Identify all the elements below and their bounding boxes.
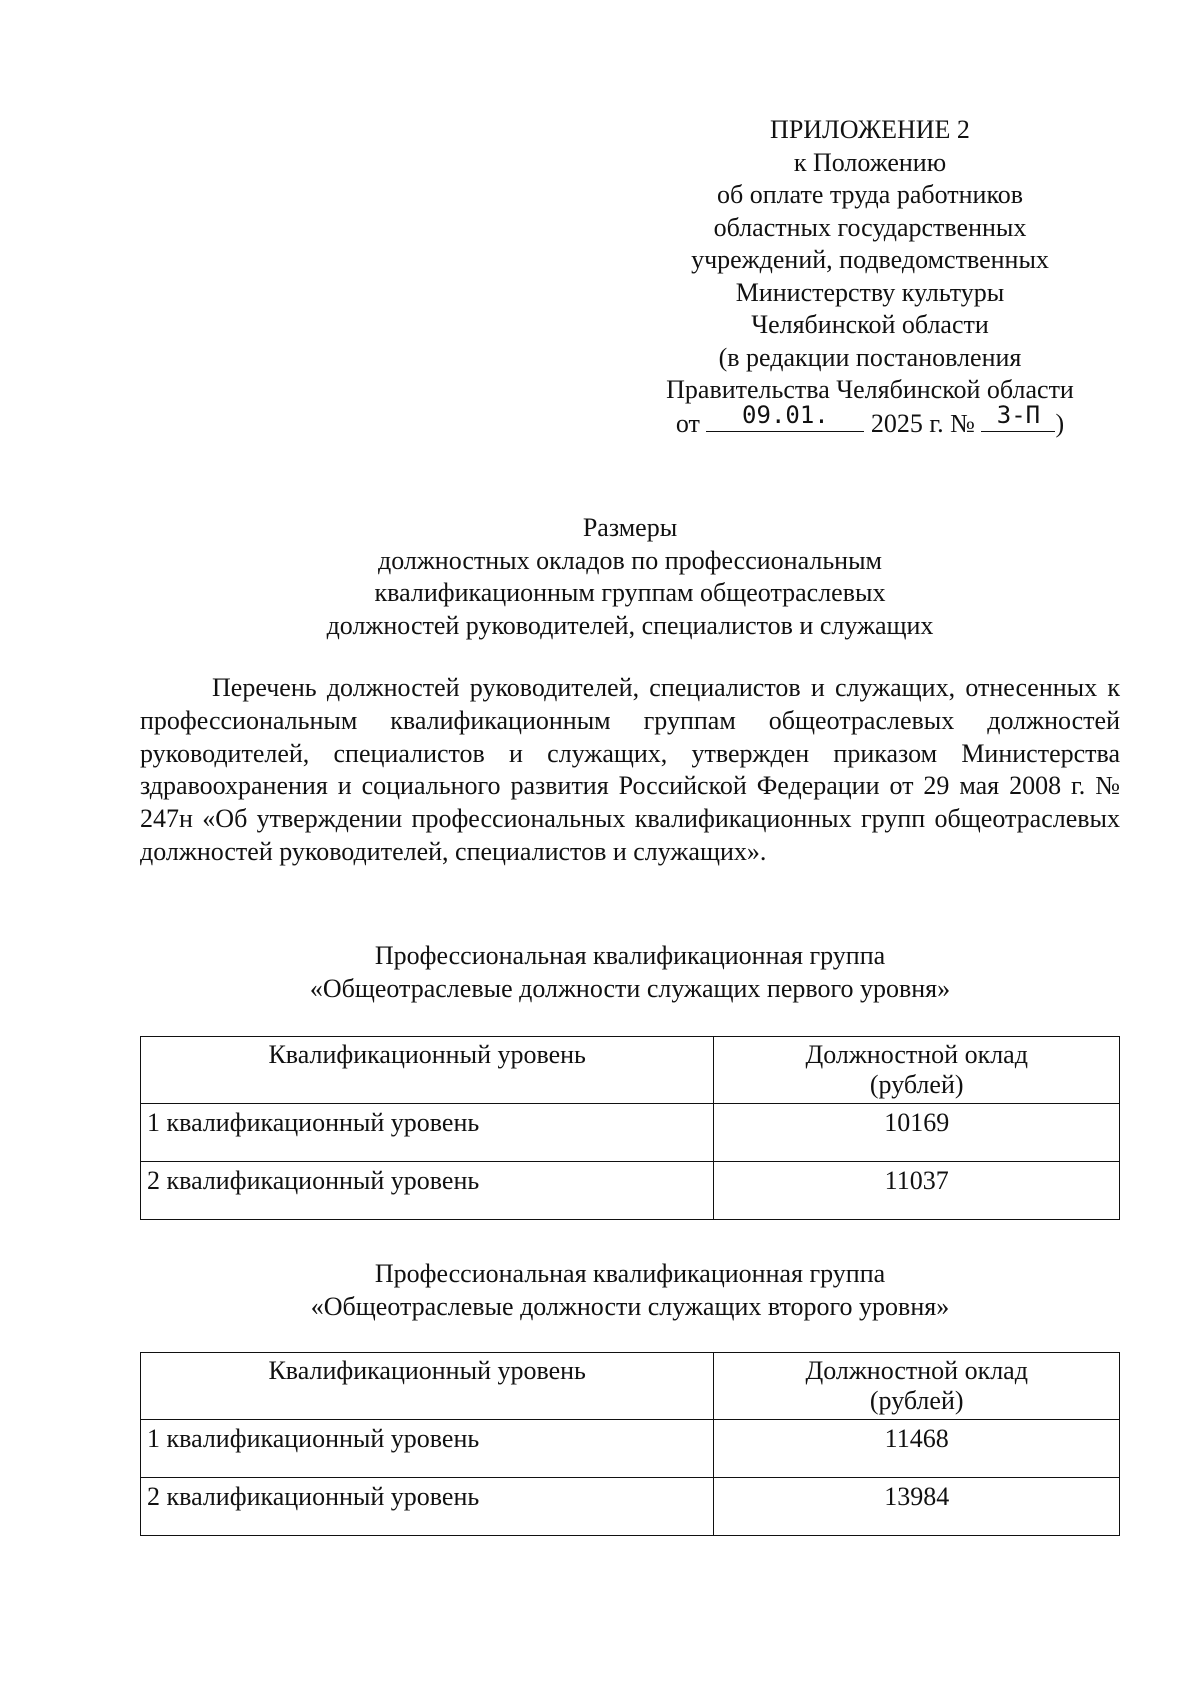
- level-cell: 1 квалификационный уровень: [141, 1420, 714, 1478]
- level-cell: 2 квалификационный уровень: [141, 1162, 714, 1220]
- header-level-label: Квалификационный уровень: [268, 1356, 586, 1385]
- body-paragraph: Перечень должностей руководителей, специалистов и служащих, отнесенных к профессиональным квалификационным группам общеотраслевых должностей руководителей, специалистов и служащих, утвержден приказом Министерства здравоохранения и социального развития Российской Федерации от 29 мая 2008 г. № 247н «Об утверждении профессиональных квалификационных групп общеотраслевых должностей руководителей, специалистов и служащих».: [140, 673, 1120, 866]
- level-cell: 1 квалификационный уровень: [141, 1104, 714, 1162]
- appendix-line: об оплате труда работников: [716, 180, 1024, 209]
- group-title-line: Профессиональная квалификационная группа: [374, 941, 886, 970]
- resolution-date-line: [640, 400, 1100, 441]
- appendix-line: Министерству культуры: [735, 277, 1005, 307]
- table-header-row: [141, 1353, 1120, 1420]
- header-salary: [714, 1037, 1120, 1104]
- group-title-line: «Общеотраслевые должности служащих первого уровня»: [309, 973, 951, 1003]
- appendix-line: Правительства Челябинской области: [666, 375, 1074, 404]
- salary-cell: 11037: [714, 1162, 1120, 1220]
- table-row: [141, 1162, 1120, 1220]
- title-line: должностей руководителей, специалистов и служащих: [326, 610, 934, 640]
- resolution-number: 3-П: [996, 400, 1041, 429]
- salary-cell: 13984: [714, 1478, 1120, 1536]
- salary-cell: 11468: [714, 1420, 1120, 1478]
- appendix-line: (в редакции постановления: [718, 342, 1022, 372]
- closing-paren: ): [1055, 408, 1065, 438]
- header-level: [141, 1037, 714, 1104]
- resolution-date: 09.01.: [742, 400, 829, 429]
- group-title-line: Профессиональная квалификационная группа: [374, 1259, 886, 1288]
- appendix-title: ПРИЛОЖЕНИЕ 2: [770, 115, 970, 144]
- group-title-second-level: [140, 1258, 1120, 1323]
- appendix-header: [640, 114, 1100, 440]
- year-number-label: 2025 г. №: [870, 408, 975, 438]
- header-salary-unit: (рублей): [869, 1070, 964, 1099]
- salary-table-first-level: [140, 1036, 1120, 1220]
- header-salary-unit: (рублей): [869, 1386, 964, 1415]
- title-line: должностных окладов по профессиональным: [377, 545, 883, 575]
- document-title: [140, 512, 1120, 642]
- salary-table-second-level: [140, 1352, 1120, 1536]
- appendix-line: учреждений, подведомственных: [691, 245, 1049, 274]
- appendix-line: к Положению: [793, 147, 947, 177]
- header-salary: [714, 1353, 1120, 1420]
- date-prefix: от: [675, 408, 700, 438]
- appendix-line: областных государственных: [713, 212, 1027, 242]
- title-line: Размеры: [582, 513, 678, 542]
- header-salary-label: Должностной оклад: [805, 1356, 1028, 1385]
- group-title-first-level: [140, 940, 1120, 1005]
- salary-cell: 10169: [714, 1104, 1120, 1162]
- table-header-row: [141, 1037, 1120, 1104]
- number-fill-blank: [981, 400, 1055, 432]
- appendix-line: Челябинской области: [751, 310, 989, 339]
- title-line: квалификационным группам общеотраслевых: [374, 578, 886, 607]
- header-level-label: Квалификационный уровень: [268, 1040, 586, 1069]
- level-cell: 2 квалификационный уровень: [141, 1478, 714, 1536]
- table-row: [141, 1478, 1120, 1536]
- date-fill-blank: [706, 400, 864, 432]
- group-title-line: «Общеотраслевые должности служащих второго уровня»: [310, 1291, 950, 1321]
- header-level: [141, 1353, 714, 1420]
- table-row: [141, 1420, 1120, 1478]
- header-salary-label: Должностной оклад: [805, 1040, 1028, 1069]
- table-row: [141, 1104, 1120, 1162]
